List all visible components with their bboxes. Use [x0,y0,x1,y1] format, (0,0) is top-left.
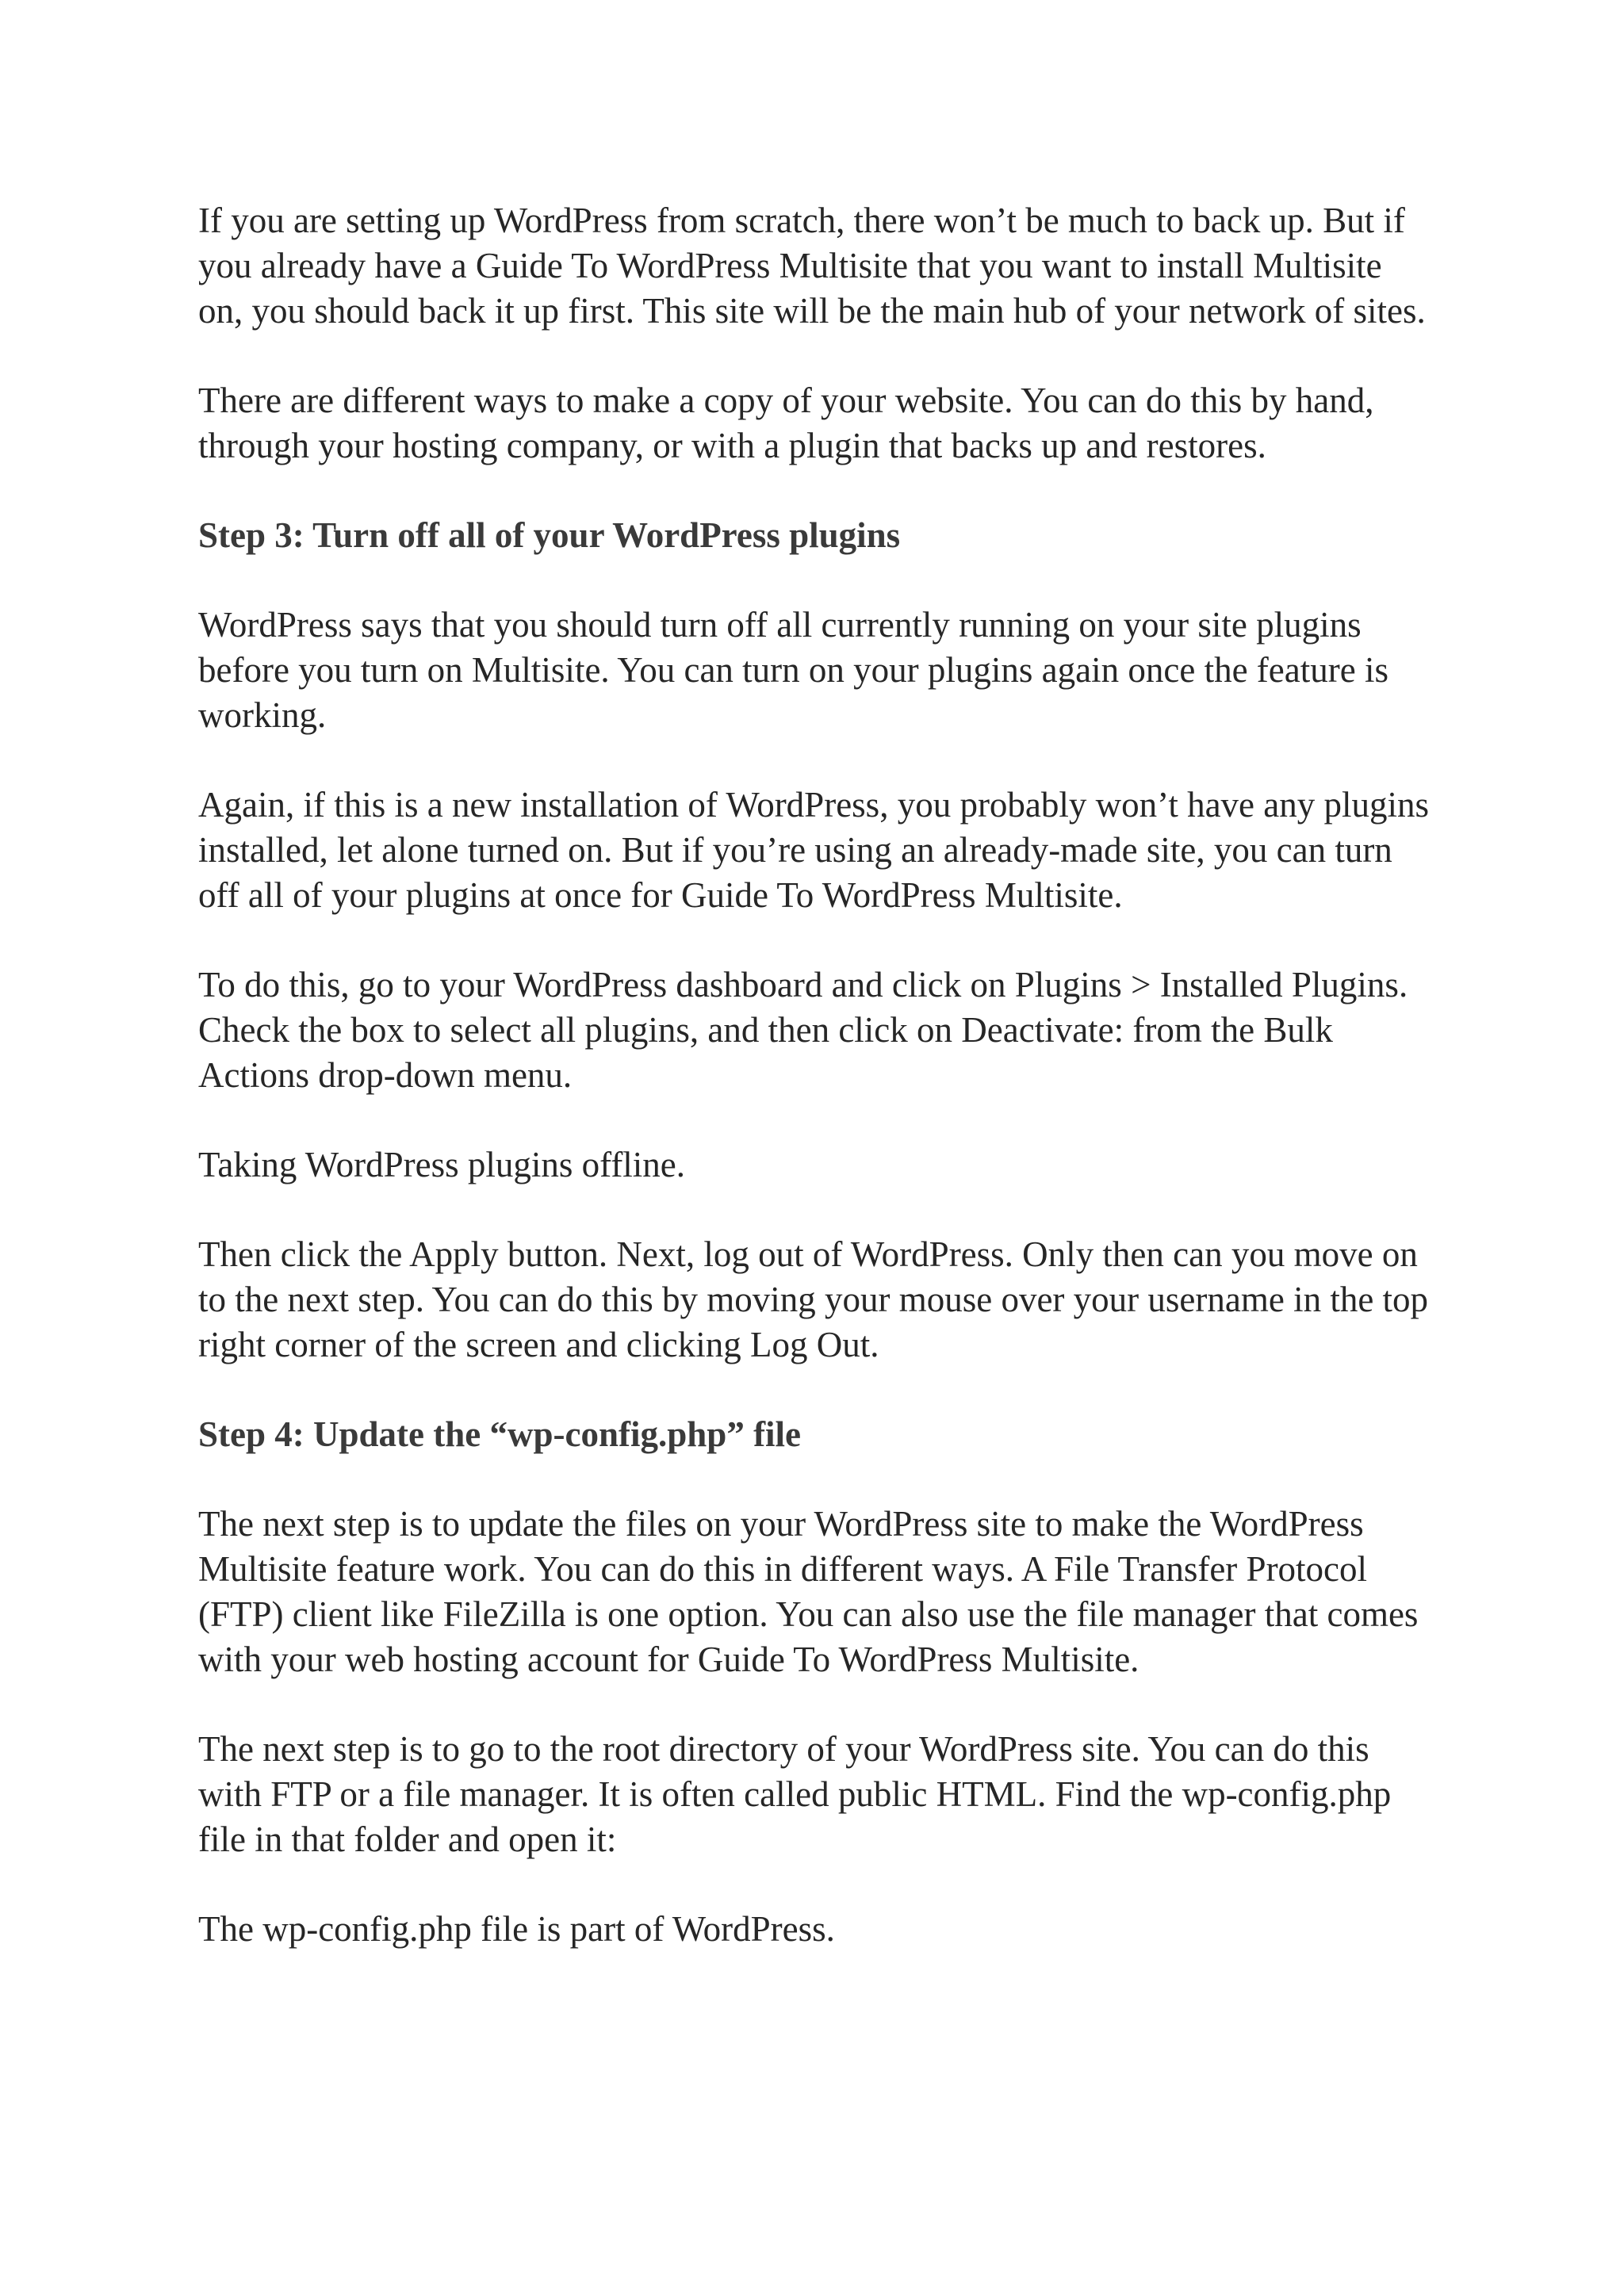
heading-step-3: Step 3: Turn off all of your WordPress plugins [198,515,901,555]
paragraph-backup-methods: There are different ways to make a copy of your website. You can do this by hand, through your hosting company, or with a plugin that backs up and restores. [198,381,1374,465]
paragraph-deactivate-instructions: To do this, go to your WordPress dashboard and click on Plugins > Installed Plugins. Check the box to select all plugins, and then click on Deactivate: from the Bulk Actions drop-down menu. [198,965,1408,1095]
paragraph-root-directory: The next step is to go to the root directory of your WordPress site. You can do this with FTP or a file manager. It is often called public HTML. Find the wp-config.php file in that folder and open it: [198,1729,1392,1859]
paragraph-apply-logout: Then click the Apply button. Next, log out of WordPress. Only then can you move on to the next step. You can do this by moving your mouse over your username in the top right corner of the screen and clicking Log Out. [198,1234,1429,1364]
document-body [198,198,1435,1996]
heading-step-4: Step 4: Update the “wp-config.php” file [198,1414,802,1454]
paragraph-caption-plugins-offline: Taking WordPress plugins offline. [198,1145,686,1184]
paragraph-update-files: The next step is to update the files on your WordPress site to make the WordPress Multisite feature work. You can do this in different ways. A File Transfer Protocol (FTP) client like FileZilla is one option. You can also use the file manager that comes with your web hosting account for Guide To WordPress Multisite. [198,1504,1419,1679]
paragraph-caption-wp-config: The wp-config.php file is part of WordPress. [198,1909,835,1949]
paragraph-new-installation: Again, if this is a new installation of WordPress, you probably won’t have any plugins installed, let alone turned on. But if you’re using an already-made site, you can turn off all of your plugins at once for Guide To WordPress Multisite. [198,785,1430,915]
paragraph-turn-off-plugins: WordPress says that you should turn off all currently running on your site plugins before you turn on Multisite. You can turn on your plugins again once the feature is working. [198,605,1388,735]
paragraph-backup-intro: If you are setting up WordPress from scratch, there won’t be much to back up. But if you already have a Guide To WordPress Multisite that you want to install Multisite on, you should back it up first. This site will be the main hub of your network of sites. [198,201,1426,331]
